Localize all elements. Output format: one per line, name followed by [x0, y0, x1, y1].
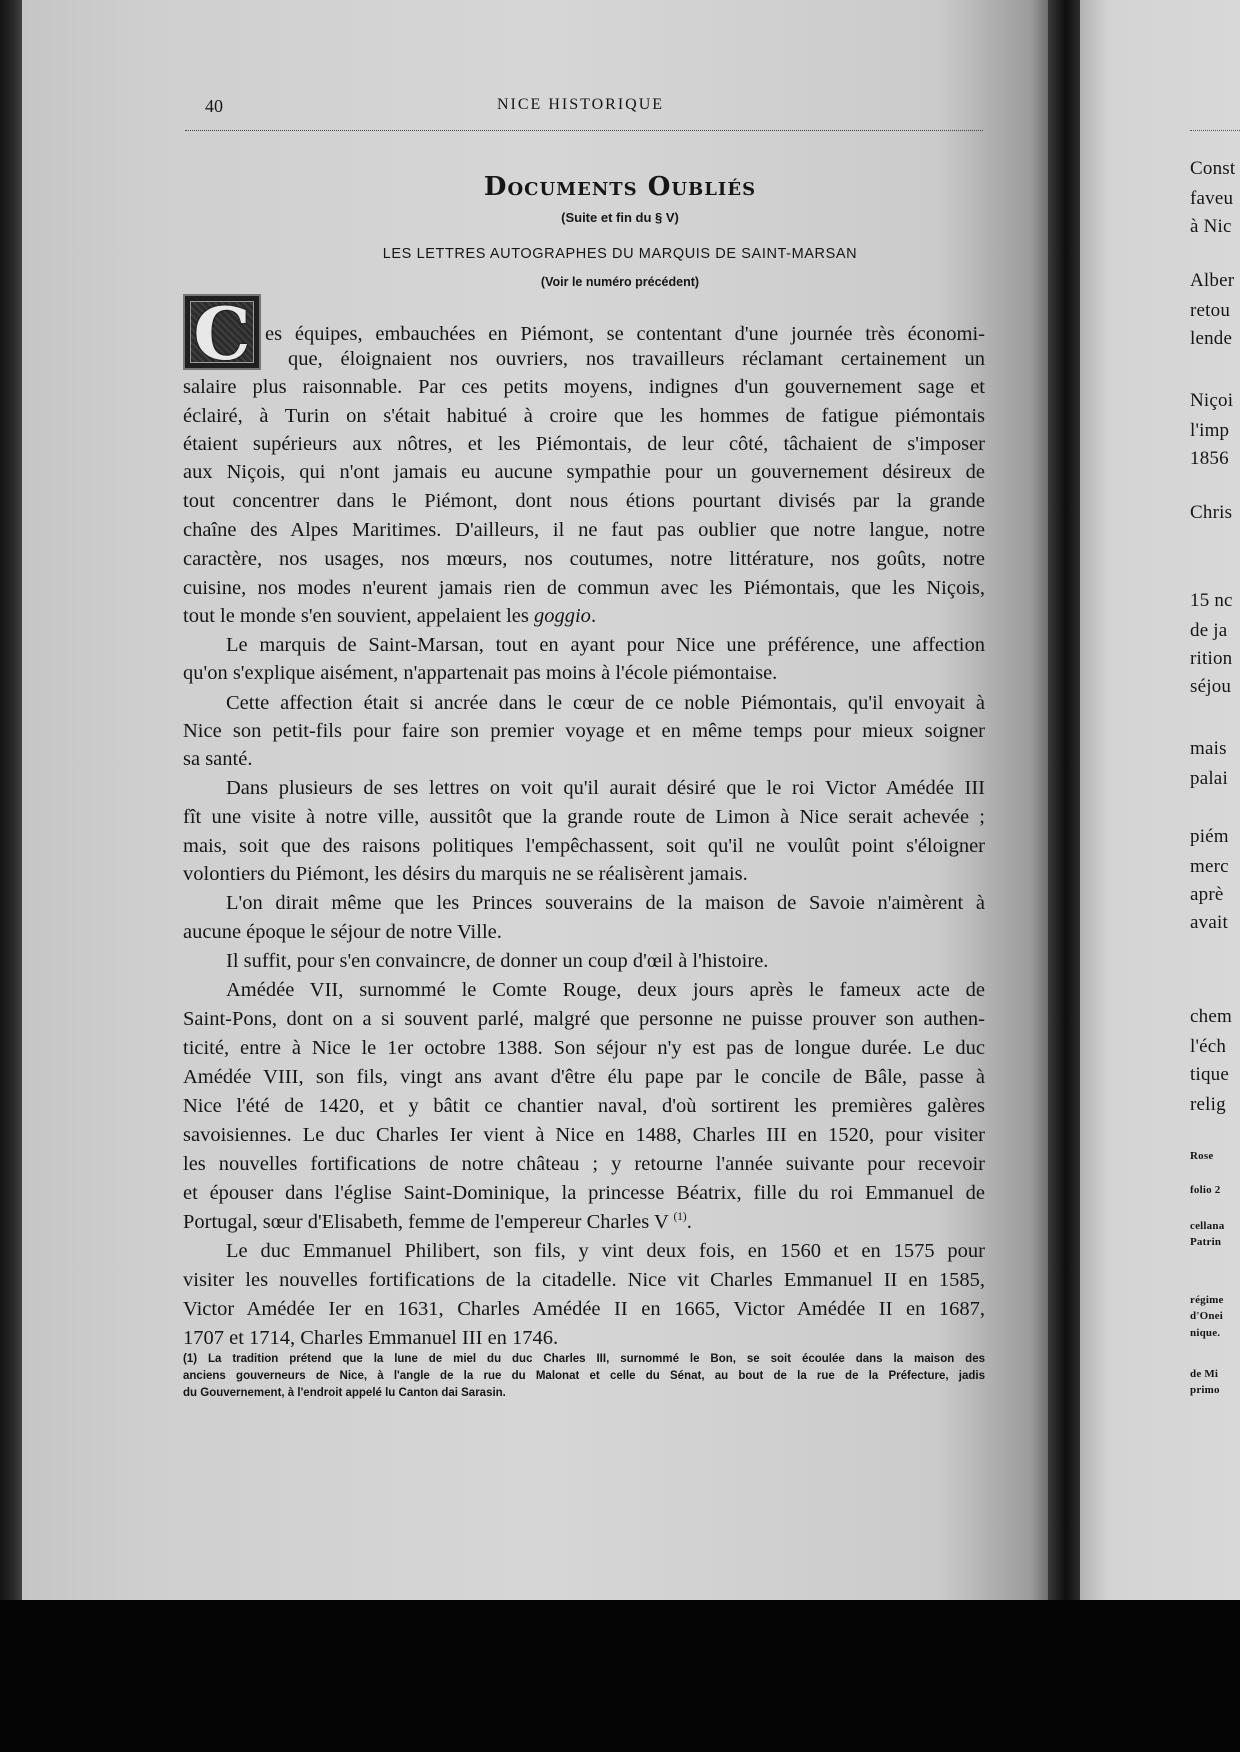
book-gutter — [1048, 0, 1080, 1600]
text-line: 1707 et 1714, Charles Emmanuel III en 1746. — [183, 1327, 559, 1349]
text-line: Nice son petit-fils pour faire son premier voyage et en même temps pour mieux soigner — [183, 720, 985, 742]
facing-note-line: Rose — [1190, 1150, 1214, 1162]
see-previous-note: (Voir le numéro précédent) — [540, 275, 700, 289]
facing-page-rule — [1190, 130, 1240, 131]
facing-note-line: de Mi — [1190, 1368, 1219, 1380]
text-line: tout concentrer dans le Piémont, dont nous étions pourtant divisés par la grande — [183, 490, 985, 512]
text-line: L'on dirait même que les Princes souverains de la maison de Savoie n'aimèrent à — [226, 892, 985, 914]
text-line: Le marquis de Saint-Marsan, tout en ayant pour Nice une préférence, une affection — [226, 634, 985, 656]
facing-line: avait — [1190, 912, 1228, 933]
drop-cap-letter: C — [193, 291, 251, 376]
facing-line: rition — [1190, 648, 1233, 669]
facing-line: merc — [1190, 856, 1229, 877]
facing-line: 1856 — [1190, 448, 1229, 469]
facing-line: l'éch — [1190, 1036, 1227, 1057]
facing-line: chem — [1190, 1006, 1232, 1027]
text-line: Amédée VIII, son fils, vingt ans avant d'être élu pape par le concile de Bâle, passe à — [183, 1066, 985, 1088]
section-heading: LES LETTRES AUTOGRAPHES DU MARQUIS DE SAINT-MARSAN — [382, 246, 858, 262]
text-line: Amédée VII, surnommé le Comte Rouge, deux jours après le fameux acte de — [226, 979, 985, 1001]
text-line: et épouser dans l'église Saint-Dominique, la princesse Béatrix, fille du roi Emmanuel de — [183, 1182, 985, 1204]
text-line: savoisiennes. Le duc Charles Ier vient à Nice en 1488, Charles III en 1520, pour visiter — [183, 1124, 985, 1146]
text-line: ticité, entre à Nice le 1er octobre 1388. Son séjour n'y est pas de longue durée. Le duc — [183, 1037, 985, 1059]
facing-line: Alber — [1190, 270, 1235, 291]
facing-line: tique — [1190, 1064, 1229, 1085]
text-line: Saint-Pons, dont on a si souvent parlé, malgré que personne ne puisse prouver son authen- — [183, 1008, 985, 1030]
facing-line: l'imp — [1190, 420, 1230, 441]
text-line: es équipes, embauchées en Piémont, se contentant d'une journée très économi- — [265, 323, 985, 345]
page-number: 40 — [205, 96, 223, 116]
facing-line: mais — [1190, 738, 1227, 759]
facing-page — [1072, 0, 1240, 1600]
text-line: les nouvelles fortifications de notre château ; y retourne l'année suivante pour recevoir — [183, 1153, 985, 1175]
facing-line: lende — [1190, 328, 1233, 349]
text-line: fît une visite à notre ville, aussitôt que la grande route de Limon à Nice serait achevée ; — [183, 806, 985, 828]
facing-line: Const — [1190, 158, 1236, 179]
footnote-line: (1) La tradition prétend que la lune de miel du duc Charles III, surnommé le Bon, se soit écoulée dans la maison des — [183, 1353, 985, 1365]
text-line: tout le monde s'en souvient, appelaient les goggio. — [183, 605, 597, 627]
footnote-reference: (1) — [673, 1211, 687, 1224]
footnote-line: du Gouvernement, à l'endroit appelé lu Canton dai Sarasin. — [183, 1387, 506, 1399]
text-line: cuisine, nos modes n'eurent jamais rien de commun avec les Piémontais, que les Niçois, — [183, 577, 985, 599]
facing-note-line: d'Onei — [1190, 1310, 1223, 1322]
facing-note-line: primo — [1190, 1384, 1220, 1396]
text-line: qu'on s'explique aisément, n'appartenait pas moins à l'école piémontaise. — [183, 662, 778, 684]
text-line: éclairé, à Turin on s'était habitué à croire que les hommes de fatigue piémontais — [183, 405, 985, 427]
text-line: caractère, nos usages, nos mœurs, nos coutumes, notre littérature, nos goûts, notre — [183, 548, 985, 570]
text-line: Portugal, sœur d'Elisabeth, femme de l'empereur Charles V $^{(1)}$. — [183, 1211, 692, 1233]
text-line: Il suffit, pour s'en convaincre, de donner un coup d'œil à l'histoire. — [226, 950, 769, 972]
facing-note-line: cellana — [1190, 1220, 1225, 1232]
footnote-line: anciens gouverneurs de Nice, à l'angle de la rue du Malonat et celle du Sénat, au bout de la rue de la Préfecture, jadis — [183, 1370, 985, 1382]
facing-line: à Nic — [1190, 216, 1232, 237]
article-title: Documents Oubliés — [483, 172, 757, 202]
text-line-segment: Portugal, sœur d'Elisabeth, femme de l'empereur Charles V — [183, 1211, 674, 1233]
facing-line: aprè — [1190, 884, 1224, 905]
text-line-segment: tout le monde s'en souvient, appelaient les — [183, 605, 534, 627]
text-line: étaient supérieurs aux nôtres, et les Piémontais, de leur côté, tâchaient de s'imposer — [183, 433, 985, 455]
text-line: Victor Amédée Ier en 1631, Charles Amédée II en 1665, Victor Amédée II en 1687, — [183, 1298, 985, 1320]
facing-line: séjou — [1190, 676, 1232, 697]
journal-title: NICE HISTORIQUE — [497, 96, 665, 113]
drop-cap — [183, 291, 261, 376]
text-line: Nice l'été de 1420, et y bâtit ce chantier naval, d'où sortirent les premières galères — [183, 1095, 985, 1117]
facing-line: palai — [1190, 768, 1228, 789]
text-line: Le duc Emmanuel Philibert, son fils, y vint deux fois, en 1560 et en 1575 pour — [226, 1240, 985, 1262]
facing-line: relig — [1190, 1094, 1226, 1115]
text-line: aucune époque le séjour de notre Ville. — [183, 921, 502, 943]
facing-line: retou — [1190, 300, 1231, 321]
facing-line: Niçoi — [1190, 390, 1234, 411]
text-line: aux Niçois, qui n'ont jamais eu aucune sympathie pour un gouvernement désireux de — [183, 461, 985, 483]
facing-note-line: régime — [1190, 1294, 1224, 1306]
continuation-note: (Suite et fin du § V) — [561, 210, 679, 225]
header-rule — [185, 130, 983, 131]
text-line: Cette affection était si ancrée dans le cœur de ce noble Piémontais, qu'il envoyait à — [226, 692, 985, 714]
facing-line: Chris — [1190, 502, 1233, 523]
facing-line: piém — [1190, 826, 1229, 847]
text-line: Dans plusieurs de ses lettres on voit qu'il aurait désiré que le roi Victor Amédée III — [226, 777, 985, 799]
facing-note-line: Patrin — [1190, 1236, 1222, 1248]
text-line: volontiers du Piémont, les désirs du marquis ne se réalisèrent jamais. — [183, 863, 748, 885]
facing-line: de ja — [1190, 620, 1228, 641]
text-line: chaîne des Alpes Maritimes. D'ailleurs, il ne faut pas oublier que notre langue, notre — [183, 519, 985, 541]
text-line: que, éloignaient nos ouvriers, nos travailleurs réclamant certainement un — [288, 348, 985, 370]
facing-line: faveu — [1190, 188, 1234, 209]
facing-line: 15 nc — [1190, 590, 1233, 611]
text-line: visiter les nouvelles fortifications de la citadelle. Nice vit Charles Emmanuel II en 1585, — [183, 1269, 985, 1291]
facing-note-line: nique. — [1190, 1327, 1221, 1339]
facing-note-line: folio 2 — [1190, 1184, 1221, 1196]
text-line: mais, soit que des raisons politiques l'empêchassent, soit qu'il ne voulût point s'éloigner — [183, 835, 985, 857]
italic-term: goggio — [533, 605, 591, 627]
text-line: salaire plus raisonnable. Par ces petits moyens, indignes d'un gouvernement sage et — [183, 376, 985, 398]
text-line: sa santé. — [183, 748, 253, 770]
